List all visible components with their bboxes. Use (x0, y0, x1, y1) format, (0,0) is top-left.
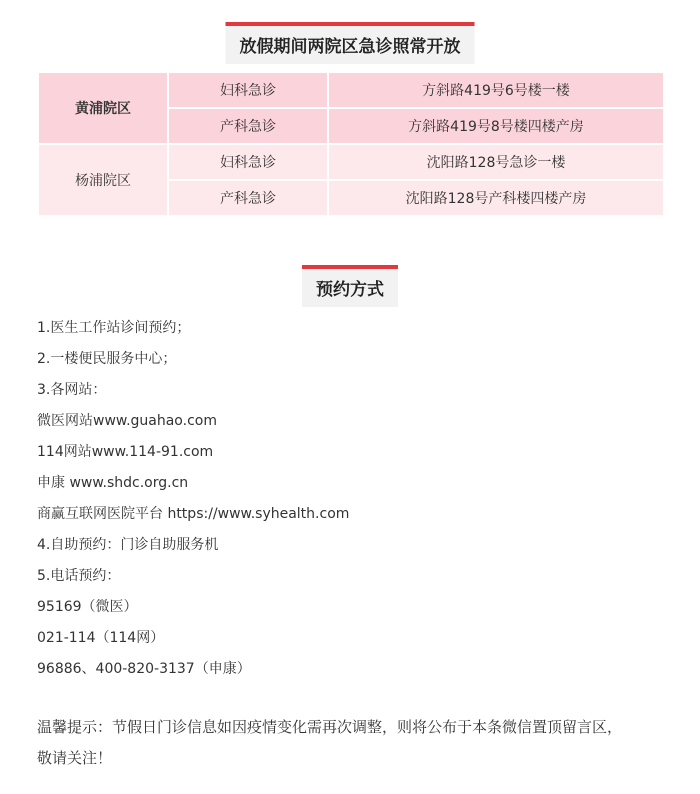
list-item: 5.电话预约： (37, 568, 121, 584)
dept-cell: 妇科急诊 (168, 144, 328, 180)
notice (37, 712, 682, 774)
list-item: 96886、400-820-3137（申康） (37, 661, 251, 677)
dept-cell: 产科急诊 (168, 108, 328, 144)
list-item: 微医网站www.guahao.com (37, 413, 217, 429)
list-item: 114网站www.114-91.com (37, 444, 214, 460)
booking-section-title: 预约方式 (302, 265, 398, 307)
list-item: 4.自助预约：门诊自助服务机 (37, 537, 219, 553)
dept-cell: 妇科急诊 (168, 72, 328, 108)
list-item: 1.医生工作站诊间预约； (37, 320, 191, 336)
list-item: 3.各网站： (37, 382, 107, 398)
campus-huangpu: 黄浦院区 (38, 72, 168, 144)
list-item: 申康 www.shdc.org.cn (37, 475, 189, 491)
list-item: 021-114（114网） (37, 630, 165, 646)
booking-list (37, 313, 677, 685)
location-cell: 沈阳路128号急诊一楼 (328, 144, 664, 180)
emergency-table (37, 71, 665, 217)
list-item: 95169（微医） (37, 599, 138, 615)
location-cell: 方斜路419号8号楼四楼产房 (328, 108, 664, 144)
location-cell: 方斜路419号6号楼一楼 (328, 72, 664, 108)
table-row (38, 144, 664, 180)
dept-cell: 产科急诊 (168, 180, 328, 216)
notice-line: 温馨提示：节假日门诊信息如因疫情变化需再次调整，则将公布于本条微信置顶留言区， (37, 718, 623, 736)
table-row (38, 72, 664, 108)
location-cell: 沈阳路128号产科楼四楼产房 (328, 180, 664, 216)
list-item: 2.一楼便民服务中心； (37, 351, 177, 367)
notice-line: 敬请关注！ (37, 749, 113, 767)
emergency-section-title: 放假期间两院区急诊照常开放 (226, 22, 475, 64)
list-item: 商赢互联网医院平台 https://www.syhealth.com (37, 506, 350, 522)
campus-yangpu: 杨浦院区 (38, 144, 168, 216)
